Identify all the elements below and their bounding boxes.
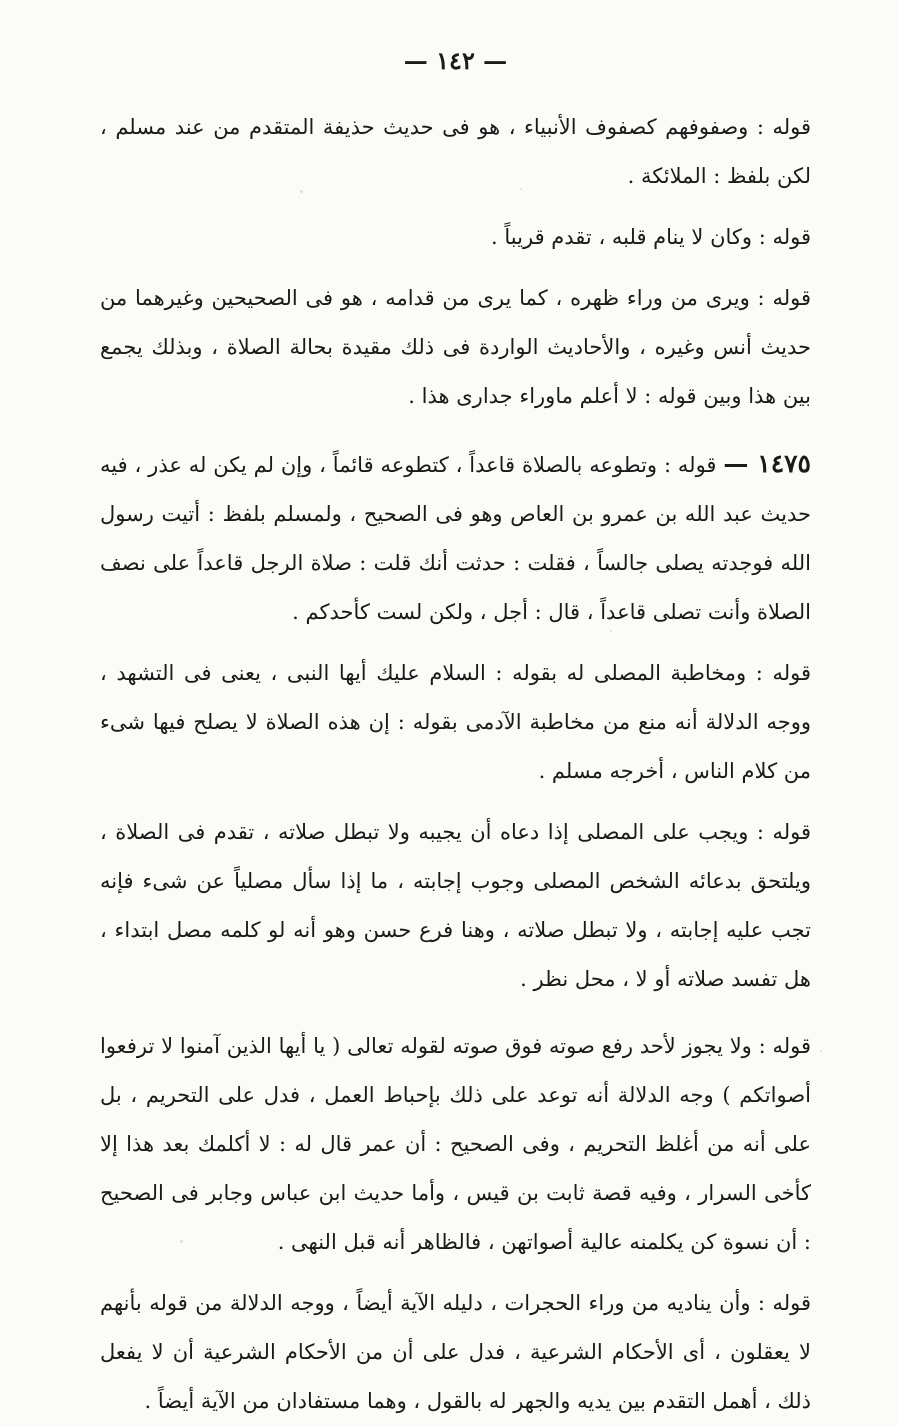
paragraph-text: قوله : وأن يناديه من وراء الحجرات ، دليله الآية أيضاً ، ووجه الدلالة من قوله بأنهم لا يعقلون ، أى الأحكام الشرعية ، فدل على أن من الأحكام الشرعية أن لا يفعل ذلك ، أهمل التقدم بين يديه والجهر له بالقول ، وهما مستفادان من الآية أيضاً .: [100, 1291, 811, 1413]
scan-speckle: [610, 630, 612, 632]
paragraph-text: قوله : وصفوفهم كصفوف الأنبياء ، هو فى حديث حذيفة المتقدم من عند مسلم ، لكن بلفظ : الملائكة .: [100, 115, 811, 188]
paragraph-text: قوله : وتطوعه بالصلاة قاعداً ، كتطوعه قائماً ، وإن لم يكن له عذر ، فيه حديث عبد الله بن عمرو بن العاص وهو فى الصحيح ، ولمسلم بلفظ : أتيت رسول الله فوجدته يصلى جالساً ، فقلت : حدثت أنك قلت : صلاة الرجل قاعداً على نصف الصلاة وأنت تصلى قاعداً ، قال : أجل ، ولكن لست كأحدكم .: [100, 453, 811, 624]
paragraph-5: [100, 649, 811, 796]
scan-speckle: [300, 190, 303, 193]
paragraph-1: [100, 103, 811, 201]
page-number: — ١٤٢ —: [403, 46, 508, 75]
scan-speckle: [180, 1240, 183, 1243]
paragraph-6: [100, 808, 811, 1004]
scan-speckle: [820, 1050, 822, 1052]
paragraph-text: قوله : ولا يجوز لأحد رفع صوته فوق صوته لقوله تعالى ( يا أيها الذين آمنوا لا ترفعوا أصواتكم ) وجه الدلالة أنه توعد على ذلك بإحباط العمل ، فدل على التحريم ، بل على أنه من أغلظ التحريم ، وفى الصحيح : أن عمر قال له : لا أكلمك بعد هذا إلا كأخى السرار ، وفيه قصة ثابت بن قيس ، وأما حديث ابن عباس وجابر فى الصحيح : أن نسوة كن يكلمنه عالية أصواتهن ، فالظاهر أنه قبل النهى .: [100, 1034, 811, 1254]
paragraph-text: قوله : ويرى من وراء ظهره ، كما يرى من قدامه ، هو فى الصحيحين وغيرهما من حديث أنس وغيره ، والأحاديث الواردة فى ذلك مقيدة بحالة الصلاة ، وبذلك يجمع بين هذا وبين قوله : لا أعلم ماوراء جدارى هذا .: [100, 286, 811, 408]
paragraph-text: قوله : وكان لا ينام قلبه ، تقدم قريباً .: [491, 225, 811, 249]
paragraph-3: [100, 274, 811, 421]
scan-speckle: [520, 188, 522, 190]
paragraph-text: قوله : ومخاطبة المصلى له بقوله : السلام عليك أيها النبى ، يعنى فى التشهد ، ووجه الدلالة أنه منع من مخاطبة الآدمى بقوله : إن هذه الصلاة لا يصلح فيها شىء من كلام الناس ، أخرجه مسلم .: [100, 661, 811, 783]
entry-number: ١٤٧٥ —: [723, 449, 811, 478]
paragraph-7: [100, 1022, 811, 1267]
paragraph-text: قوله : ويجب على المصلى إذا دعاه أن يجيبه ولا تبطل صلاته ، تقدم فى الصلاة ، ويلتحق بدعائه الشخص المصلى وجوب إجابته ، ما إذا سأل مصلياً عن شىء فإنه تجب عليه إجابته ، ولا تبطل صلاته ، وهنا فرع حسن وهو أنه لو كلمه مصل ابتداء ، هل تفسد صلاته أو لا ، محل نظر .: [100, 820, 811, 991]
paragraph-2: [100, 213, 811, 262]
paragraph-4: [100, 439, 811, 637]
